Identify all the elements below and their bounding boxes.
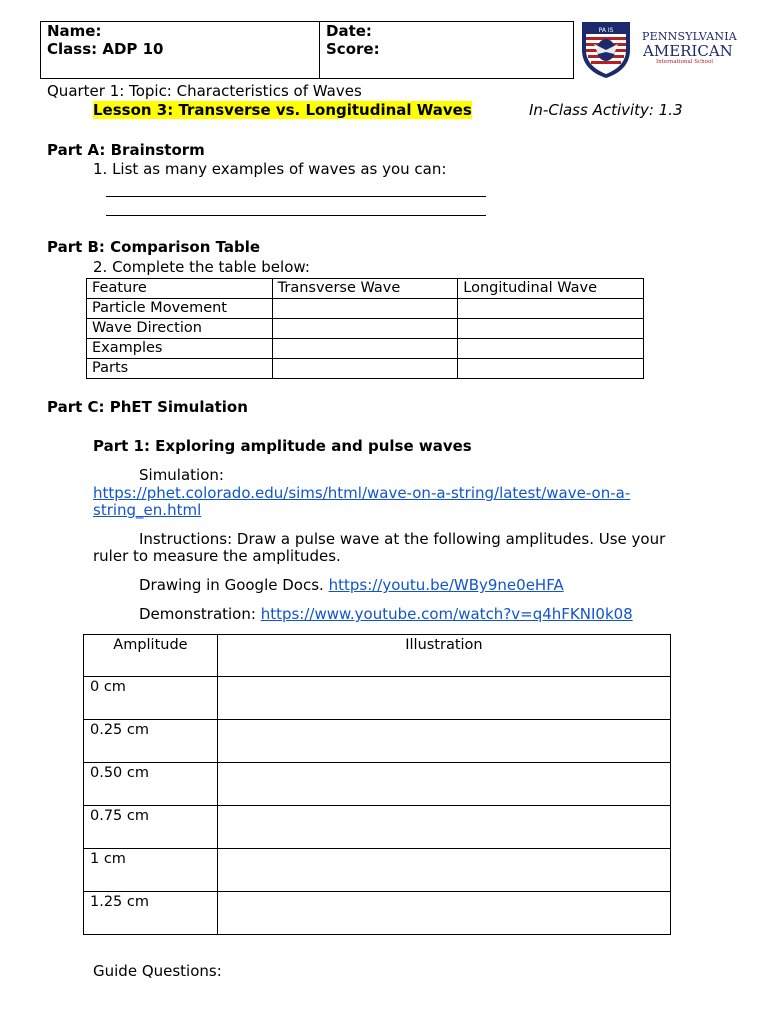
amplitude-cell: 0.25 cm xyxy=(84,720,218,763)
table-row xyxy=(84,720,671,763)
header-cell: Longitudinal Wave xyxy=(458,279,644,299)
logo-line-2: AMERICAN xyxy=(643,42,733,60)
name-label: Name: xyxy=(47,22,102,40)
header-cell: Transverse Wave xyxy=(272,279,458,299)
simulation-link-line-2[interactable]: string_en.html xyxy=(93,501,202,519)
topic-line: Quarter 1: Topic: Characteristics of Waves xyxy=(47,82,362,100)
amplitude-cell: 1.25 cm xyxy=(84,892,218,935)
partC-title: Part C: PhET Simulation xyxy=(47,398,248,416)
simulation-label: Simulation: xyxy=(139,466,224,484)
table-row xyxy=(87,299,644,319)
answer-cell[interactable] xyxy=(272,359,458,379)
lesson-title: Lesson 3: Transverse vs. Longitudinal Waves xyxy=(93,101,472,119)
shield-icon xyxy=(580,20,632,80)
table-row xyxy=(87,319,644,339)
illustration-cell[interactable] xyxy=(217,720,670,763)
table-row xyxy=(84,806,671,849)
row-label: Particle Movement xyxy=(87,299,273,319)
answer-cell[interactable] xyxy=(272,319,458,339)
date-label: Date: xyxy=(326,22,372,40)
amplitude-cell: 0.50 cm xyxy=(84,763,218,806)
simulation-link-line-1[interactable]: https://phet.colorado.edu/sims/html/wave-on-a-string/latest/wave-on-a- xyxy=(93,484,631,502)
logo-line-3: International School xyxy=(656,59,714,65)
illustration-cell[interactable] xyxy=(217,806,670,849)
class-label: Class: ADP 10 xyxy=(47,40,164,58)
table-row xyxy=(87,339,644,359)
header-right-cell xyxy=(320,22,386,78)
table-row xyxy=(84,892,671,935)
activity-label: In-Class Activity: 1.3 xyxy=(529,101,683,119)
comparison-table xyxy=(86,278,644,379)
shield-text: PA IS xyxy=(598,27,614,34)
part1-title: Part 1: Exploring amplitude and pulse waves xyxy=(93,437,472,455)
amplitude-cell: 0 cm xyxy=(84,677,218,720)
drawing-label: Drawing in Google Docs. xyxy=(139,576,324,594)
header-cell: Feature xyxy=(87,279,273,299)
score-label: Score: xyxy=(326,40,380,58)
header-cell: Illustration xyxy=(217,635,670,677)
answer-cell[interactable] xyxy=(458,359,644,379)
answer-cell[interactable] xyxy=(458,339,644,359)
table-header-row xyxy=(87,279,644,299)
illustration-cell[interactable] xyxy=(217,892,670,935)
table-row xyxy=(84,677,671,720)
answer-cell[interactable] xyxy=(458,319,644,339)
partB-title: Part B: Comparison Table xyxy=(47,238,261,256)
table-row xyxy=(84,849,671,892)
amplitude-cell: 0.75 cm xyxy=(84,806,218,849)
illustration-cell[interactable] xyxy=(217,677,670,720)
logo-line-1: PENNSYLVANIA xyxy=(642,30,737,43)
school-logo xyxy=(580,20,740,80)
partA-title: Part A: Brainstorm xyxy=(47,141,205,159)
amplitude-cell: 1 cm xyxy=(84,849,218,892)
illustration-cell[interactable] xyxy=(217,849,670,892)
demo-line xyxy=(139,605,633,623)
row-label: Wave Direction xyxy=(87,319,273,339)
illustration-cell[interactable] xyxy=(217,763,670,806)
answer-line-1[interactable] xyxy=(106,196,486,197)
partA-question: 1. List as many examples of waves as you can: xyxy=(93,160,447,178)
table-header-row xyxy=(84,635,671,677)
instructions-line-2: ruler to measure the amplitudes. xyxy=(93,547,341,565)
answer-line-2[interactable] xyxy=(106,215,486,216)
instructions-line-1: Instructions: Draw a pulse wave at the following amplitudes. Use your xyxy=(139,530,666,548)
table-row xyxy=(87,359,644,379)
table-row xyxy=(84,763,671,806)
header-cell: Amplitude xyxy=(84,635,218,677)
row-label: Examples xyxy=(87,339,273,359)
header-left-cell xyxy=(41,22,320,78)
partB-instruction: 2. Complete the table below: xyxy=(93,258,310,276)
guide-questions-label: Guide Questions: xyxy=(93,962,222,980)
demo-label: Demonstration: xyxy=(139,605,256,623)
header-box xyxy=(40,21,574,79)
answer-cell[interactable] xyxy=(272,339,458,359)
answer-cell[interactable] xyxy=(272,299,458,319)
drawing-link[interactable]: https://youtu.be/WBy9ne0eHFA xyxy=(328,576,564,594)
demo-link[interactable]: https://www.youtube.com/watch?v=q4hFKNI0k08 xyxy=(260,605,633,623)
amplitude-table xyxy=(83,634,671,935)
row-label: Parts xyxy=(87,359,273,379)
answer-cell[interactable] xyxy=(458,299,644,319)
drawing-line xyxy=(139,576,564,594)
